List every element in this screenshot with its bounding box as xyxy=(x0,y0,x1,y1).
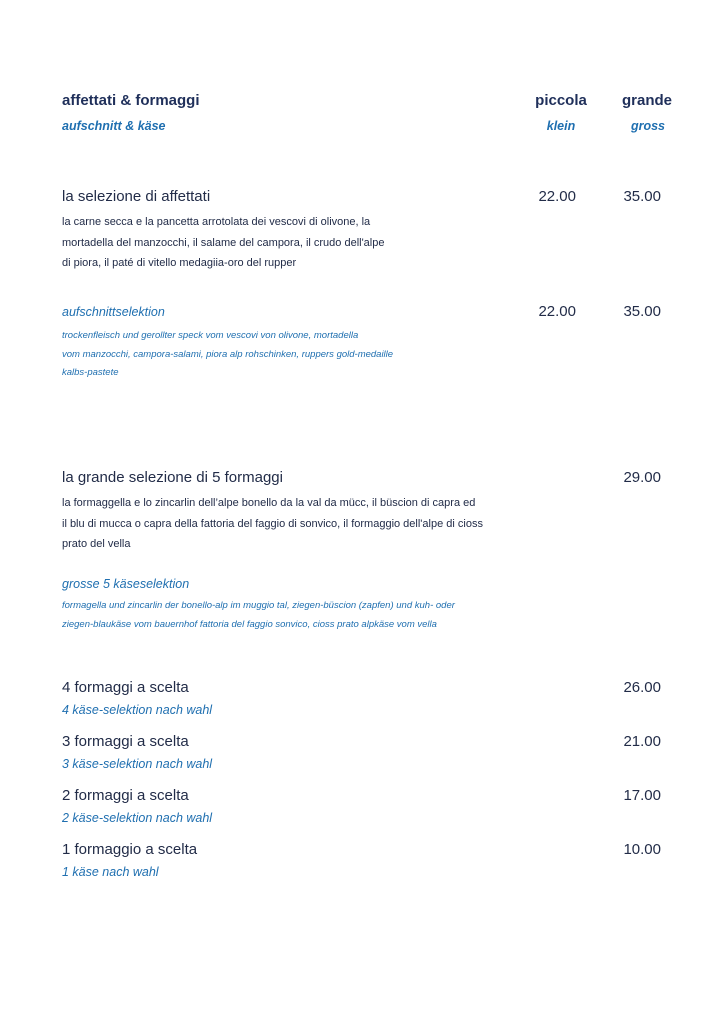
choice-de-4: 4 käse-selektion nach wahl xyxy=(62,703,213,717)
choice-price-1: 10.00 xyxy=(623,841,661,858)
description-line: vom manzocchi, campora-salami, piora alp rohschinken, ruppers gold-medaille xyxy=(62,348,394,360)
column-header-gross: gross xyxy=(630,119,666,133)
description-line: ziegen-blaukäse vom bauernhof fattoria del faggio sonvico, cioss prato alpkäse vom vella xyxy=(62,618,437,630)
choice-price-4: 26.00 xyxy=(623,679,661,696)
price-grande-affettati: 35.00 xyxy=(623,188,661,205)
price-grande-aufschnitt: 35.00 xyxy=(623,303,661,320)
column-header-klein: klein xyxy=(546,119,576,133)
description-line: kalbs-pastete xyxy=(62,367,119,378)
item-description-aufschnitt xyxy=(62,327,393,383)
item-title-affettati: la selezione di affettati xyxy=(62,188,211,205)
price-piccola-affettati: 22.00 xyxy=(538,188,576,205)
choice-price-3: 21.00 xyxy=(623,733,661,750)
description-line: la carne secca e la pancetta arrotolata dei vescovi di olivone, la xyxy=(62,216,371,228)
description-line: il blu di mucca o capra della fattoria del faggio di sonvico, il formaggio dell'alpe di cioss xyxy=(62,517,483,530)
description-line: di piora, il paté di vitello medagiia-oro del rupper xyxy=(62,257,297,269)
price-piccola-aufschnitt: 22.00 xyxy=(538,303,576,320)
description-line: prato del vella xyxy=(62,538,131,550)
choice-de-2: 2 käse-selektion nach wahl xyxy=(62,811,213,825)
item-title-aufschnittselektion: aufschnittselektion xyxy=(62,305,165,319)
item-description-affettati xyxy=(62,212,384,274)
section-subtitle: aufschnitt & käse xyxy=(62,119,166,133)
price-grande-formaggi: 29.00 xyxy=(623,469,661,486)
item-title-kaeseselektion: grosse 5 käseselektion xyxy=(62,577,190,591)
description-line: la formaggella e lo zincarlin dell’alpe bonello da la val da mücc, il büscion di capra ed xyxy=(62,497,476,509)
description-line: trockenfleisch und gerollter speck vom vescovi von olivone, mortadella xyxy=(62,330,359,341)
item-title-formaggi: la grande selezione di 5 formaggi xyxy=(62,469,283,486)
column-header-piccola: piccola xyxy=(535,92,587,109)
choice-price-2: 17.00 xyxy=(623,787,661,804)
description-line: formagella und zincarlin der bonello-alp im muggio tal, ziegen-büscion (zapfen) und kuh- oder xyxy=(62,600,455,611)
choice-title-3: 3 formaggi a scelta xyxy=(62,733,189,750)
choice-de-1: 1 käse nach wahl xyxy=(62,865,159,879)
description-line: mortadella del manzocchi, il salame del campora, il crudo dell'alpe xyxy=(62,236,385,249)
item-description-formaggi xyxy=(62,493,483,555)
column-header-grande: grande xyxy=(621,92,672,109)
section-title: affettati & formaggi xyxy=(62,92,200,109)
item-description-kaeseselektion xyxy=(62,597,455,634)
choice-title-4: 4 formaggi a scelta xyxy=(62,679,189,696)
choice-title-2: 2 formaggi a scelta xyxy=(62,787,189,804)
choice-de-3: 3 käse-selektion nach wahl xyxy=(62,757,213,771)
choice-title-1: 1 formaggio a scelta xyxy=(62,841,198,858)
